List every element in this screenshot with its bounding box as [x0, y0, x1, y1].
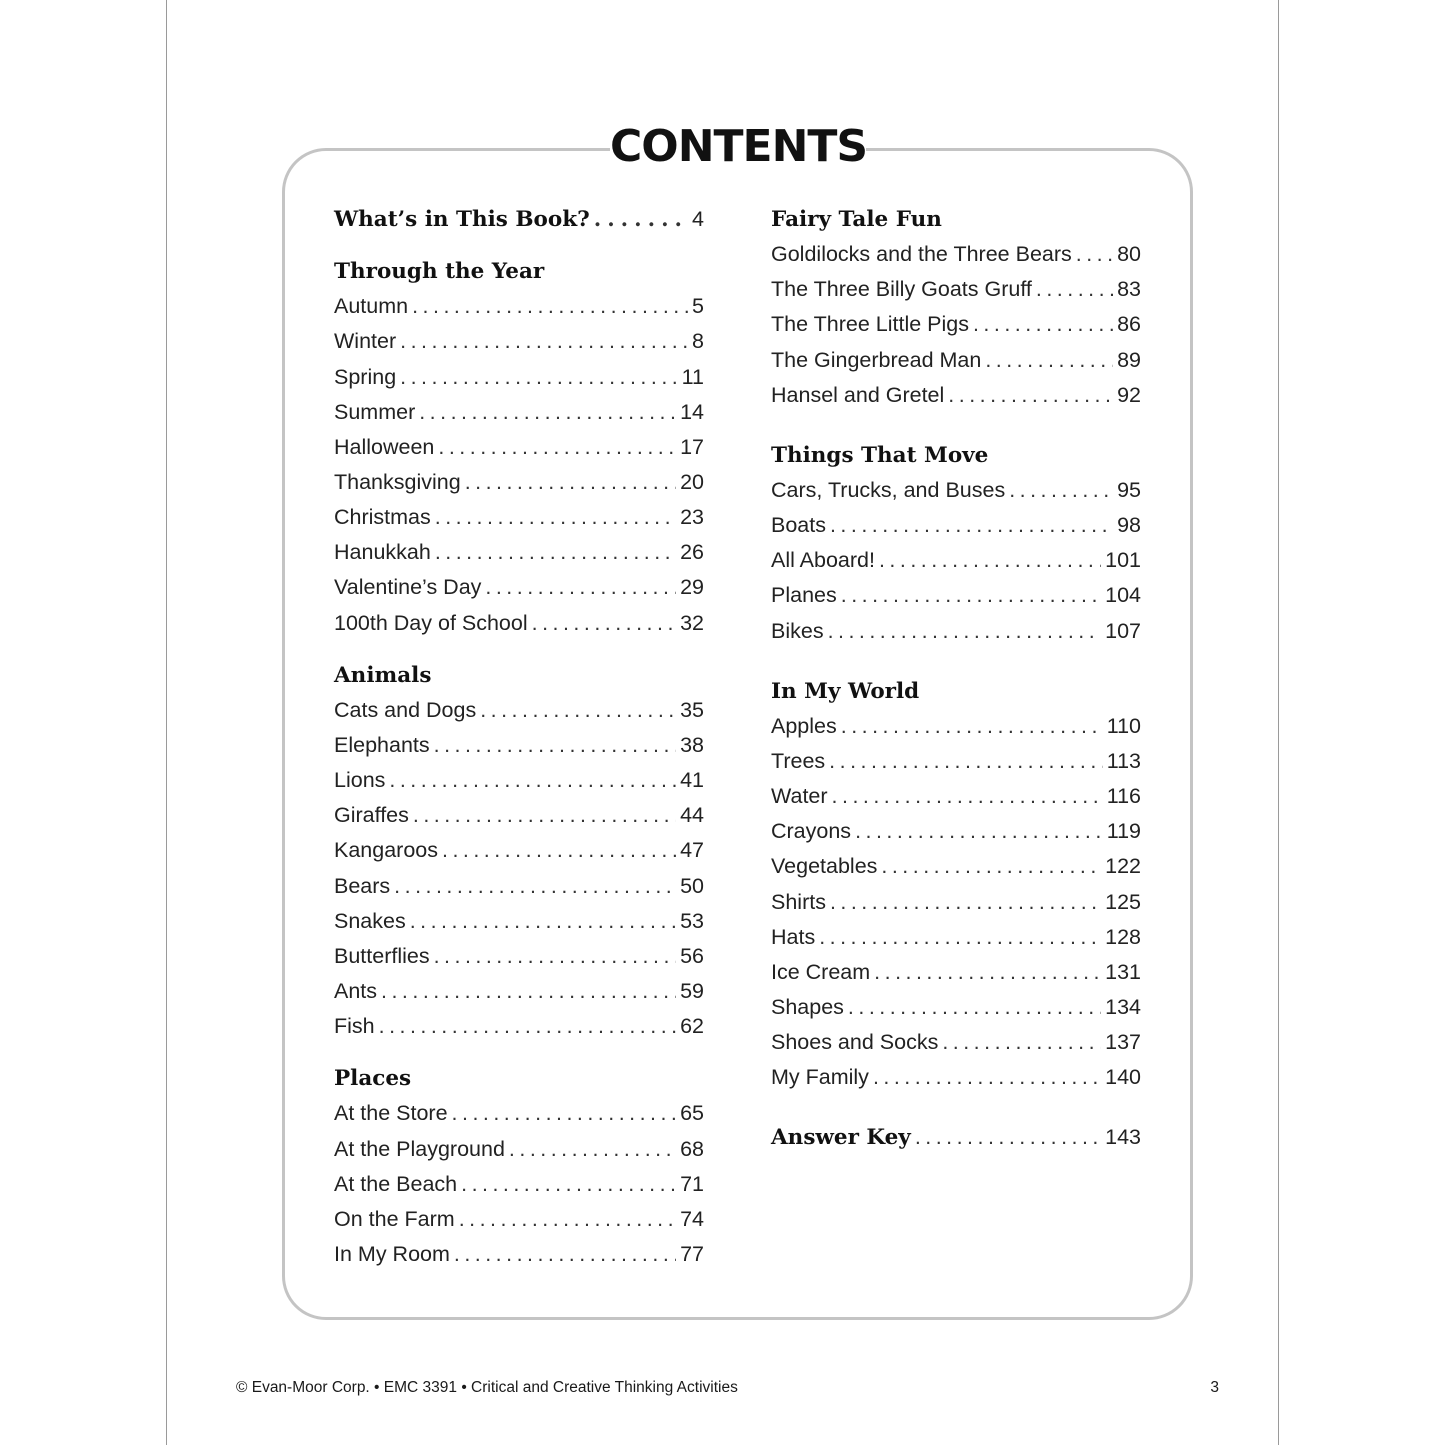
footer-credit: © Evan-Moor Corp. • EMC 3391 • Critical and Creative Thinking Activities [236, 1379, 738, 1396]
toc-entry-label: The Gingerbread Man [771, 347, 982, 372]
toc-entry-page: 11 [681, 364, 704, 389]
dot-leader [379, 1009, 676, 1044]
toc-entry[interactable] [334, 1009, 704, 1044]
toc-entry-label: At the Store [334, 1101, 448, 1126]
toc-entry-page: 89 [1117, 347, 1141, 372]
toc-entry-page: 38 [680, 732, 704, 757]
toc-entry[interactable] [334, 570, 704, 605]
right-trim-line [1278, 0, 1279, 1445]
section-list-in-my-world [771, 709, 1141, 1096]
toc-entry-page: 71 [680, 1171, 704, 1196]
toc-entry-page: 77 [680, 1241, 704, 1266]
toc-entry[interactable] [771, 814, 1141, 849]
toc-entry[interactable] [771, 237, 1141, 272]
dot-leader [881, 849, 1101, 884]
toc-entry[interactable] [334, 289, 704, 324]
toc-entry[interactable] [334, 500, 704, 535]
toc-entry-label: Kangaroos [334, 838, 438, 863]
toc-entry-intro[interactable] [334, 202, 704, 237]
toc-entry-page: 119 [1106, 819, 1141, 844]
toc-entry-page: 80 [1117, 242, 1141, 267]
toc-entry-page: 125 [1105, 889, 1141, 914]
dot-leader [830, 508, 1113, 543]
toc-entry-page: 20 [680, 469, 704, 494]
dot-leader [485, 570, 676, 605]
toc-entry-label: Giraffes [334, 803, 409, 828]
toc-entry[interactable] [334, 1132, 704, 1167]
toc-entry-page: 41 [680, 768, 704, 793]
toc-entry-page: 104 [1105, 583, 1141, 608]
toc-entry-page: 14 [680, 399, 704, 424]
dot-leader [461, 1167, 676, 1202]
toc-entry[interactable] [771, 307, 1141, 342]
dot-leader [509, 1132, 676, 1167]
toc-entry-label: Elephants [334, 732, 430, 757]
toc-entry-page: 29 [680, 575, 704, 600]
toc-entry-label: Ice Cream [771, 959, 871, 984]
dot-leader [459, 1202, 676, 1237]
toc-entry[interactable] [334, 1237, 704, 1272]
dot-leader [1009, 473, 1113, 508]
dot-leader [874, 955, 1101, 990]
toc-entry-label: All Aboard! [771, 548, 875, 573]
dot-leader [855, 814, 1103, 849]
toc-entry-page: 53 [680, 908, 704, 933]
page-title: CONTENTS [610, 116, 866, 178]
toc-entry-page: 110 [1106, 713, 1141, 738]
dot-leader [480, 693, 676, 728]
dot-leader [942, 1025, 1101, 1060]
toc-entry-page: 86 [1117, 312, 1141, 337]
dot-leader [879, 543, 1101, 578]
section-heading-fairy-tale-fun: Fairy Tale Fun [771, 207, 942, 232]
section-list-animals [334, 693, 704, 1044]
toc-entry[interactable] [334, 1167, 704, 1202]
toc-entry-label: Hats [771, 924, 816, 949]
toc-entry[interactable] [334, 360, 704, 395]
section-heading-things-that-move: Things That Move [771, 442, 989, 468]
toc-entry-label: Fish [334, 1014, 375, 1039]
toc-entry[interactable] [771, 473, 1141, 508]
toc-entry-page: 143 [1105, 1125, 1141, 1150]
toc-entry-label: Ants [334, 978, 378, 1003]
toc-entry-label: Summer [334, 399, 416, 424]
dot-leader [434, 728, 676, 763]
toc-entry[interactable] [771, 343, 1141, 378]
dot-leader [381, 974, 676, 1009]
left-trim-line [166, 0, 167, 1445]
dot-leader [452, 1096, 677, 1131]
toc-entry-label: Hansel and Gretel [771, 382, 945, 407]
contents-column-left [334, 202, 704, 1272]
toc-entry-answer-key[interactable] [771, 1120, 1141, 1155]
dot-leader [1076, 237, 1113, 272]
toc-entry-page: 32 [680, 610, 704, 635]
dot-leader [830, 885, 1101, 920]
dot-leader [400, 360, 678, 395]
toc-entry[interactable] [334, 763, 704, 798]
dot-leader [410, 904, 676, 939]
toc-entry-label: Answer Key [771, 1125, 911, 1151]
toc-entry[interactable] [771, 920, 1141, 955]
toc-entry-page: 107 [1105, 618, 1141, 643]
dot-leader [442, 833, 676, 868]
toc-entry-page: 47 [680, 838, 704, 863]
toc-entry-page: 59 [680, 978, 704, 1003]
dot-leader [594, 202, 688, 237]
toc-entry[interactable] [334, 1096, 704, 1131]
dot-leader [412, 289, 688, 324]
toc-entry[interactable] [334, 869, 704, 904]
toc-entry-page: 62 [680, 1014, 704, 1039]
dot-leader [948, 378, 1113, 413]
toc-entry-label: Shapes [771, 994, 844, 1019]
toc-entry-label: Snakes [334, 908, 406, 933]
toc-entry-label: Bikes [771, 618, 824, 643]
toc-entry-label: Christmas [334, 505, 431, 530]
toc-entry-label: Hanukkah [334, 540, 431, 565]
toc-entry-page: 5 [692, 294, 704, 319]
toc-entry-label: In My Room [334, 1241, 450, 1266]
toc-entry[interactable] [771, 272, 1141, 307]
toc-entry-label: Trees [771, 748, 826, 773]
toc-entry[interactable] [334, 430, 704, 465]
dot-leader [819, 920, 1101, 955]
toc-entry-page: 4 [692, 207, 704, 231]
toc-entry-label: Crayons [771, 819, 852, 844]
toc-entry-label: Cats and Dogs [334, 697, 477, 722]
dot-leader [829, 744, 1103, 779]
toc-entry-page: 101 [1105, 548, 1141, 573]
toc-entry[interactable] [771, 543, 1141, 578]
section-list-fairy-tale-fun [771, 237, 1141, 413]
dot-leader [454, 1237, 676, 1272]
toc-entry-page: 92 [1117, 382, 1141, 407]
toc-entry[interactable] [334, 535, 704, 570]
toc-entry-page: 131 [1105, 959, 1141, 984]
toc-entry-label: Vegetables [771, 854, 878, 879]
toc-entry-page: 8 [692, 329, 704, 354]
toc-entry-label: Spring [334, 364, 397, 389]
section-list-things-that-move [771, 473, 1141, 649]
toc-entry-page: 50 [680, 873, 704, 898]
toc-entry[interactable] [334, 693, 704, 728]
toc-entry[interactable] [771, 990, 1141, 1025]
dot-leader [1036, 272, 1113, 307]
page-number: 3 [1210, 1379, 1219, 1396]
toc-entry-page: 74 [680, 1206, 704, 1231]
toc-entry-label: Goldilocks and the Three Bears [771, 242, 1072, 267]
section-heading-through-the-year: Through the Year [334, 259, 545, 285]
dot-leader [435, 535, 676, 570]
toc-entry-label: 100th Day of School [334, 610, 528, 635]
toc-entry-label: The Three Little Pigs [771, 312, 969, 337]
toc-entry-label: Shoes and Socks [771, 1030, 939, 1055]
toc-entry-label: The Three Billy Goats Gruff [771, 277, 1032, 302]
toc-entry-label: Shirts [771, 889, 826, 914]
toc-entry-label: Apples [771, 713, 837, 738]
toc-entry[interactable] [334, 606, 704, 641]
toc-entry[interactable] [334, 728, 704, 763]
dot-leader [413, 798, 676, 833]
toc-entry-label: Bears [334, 873, 391, 898]
toc-entry-page: 23 [680, 505, 704, 530]
dot-leader [532, 606, 676, 641]
toc-entry-page: 134 [1105, 994, 1141, 1019]
toc-entry-page: 35 [680, 697, 704, 722]
dot-leader [848, 990, 1101, 1025]
toc-entry[interactable] [334, 904, 704, 939]
toc-entry[interactable] [771, 578, 1141, 613]
dot-leader [389, 763, 676, 798]
toc-entry-label: At the Playground [334, 1136, 505, 1161]
toc-entry-page: 98 [1117, 513, 1141, 538]
dot-leader [841, 709, 1103, 744]
toc-entry[interactable] [334, 1202, 704, 1237]
toc-entry-page: 122 [1105, 854, 1141, 879]
toc-entry[interactable] [771, 955, 1141, 990]
toc-entry[interactable] [334, 833, 704, 868]
toc-entry[interactable] [334, 395, 704, 430]
dot-leader [419, 395, 676, 430]
toc-entry-label: Winter [334, 329, 397, 354]
toc-entry[interactable] [771, 849, 1141, 884]
toc-entry-label: What’s in This Book? [334, 207, 590, 232]
toc-entry-page: 26 [680, 540, 704, 565]
toc-entry-page: 68 [680, 1136, 704, 1161]
toc-entry-label: Boats [771, 513, 826, 538]
dot-leader [828, 614, 1102, 649]
dot-leader [465, 465, 676, 500]
toc-entry-page: 113 [1106, 748, 1141, 773]
section-heading-places: Places [334, 1066, 412, 1092]
toc-entry[interactable] [771, 744, 1141, 779]
toc-entry-label: Thanksgiving [334, 469, 461, 494]
section-list-places [334, 1096, 704, 1272]
toc-entry[interactable] [334, 324, 704, 359]
dot-leader [435, 500, 676, 535]
dot-leader [841, 578, 1101, 613]
dot-leader [873, 1060, 1101, 1095]
toc-entry[interactable] [771, 378, 1141, 413]
toc-entry-label: Planes [771, 583, 837, 608]
toc-entry[interactable] [771, 1060, 1141, 1095]
dot-leader [915, 1120, 1101, 1155]
toc-entry-page: 17 [680, 434, 704, 459]
toc-entry-label: Autumn [334, 294, 409, 319]
dot-leader [832, 779, 1103, 814]
toc-entry[interactable] [334, 465, 704, 500]
toc-entry[interactable] [771, 885, 1141, 920]
toc-entry[interactable] [771, 709, 1141, 744]
toc-entry-label: At the Beach [334, 1171, 458, 1196]
toc-entry[interactable] [334, 798, 704, 833]
toc-entry-label: Cars, Trucks, and Buses [771, 477, 1006, 502]
toc-entry-label: Butterflies [334, 943, 430, 968]
toc-entry-page: 128 [1105, 924, 1141, 949]
toc-entry[interactable] [771, 1025, 1141, 1060]
toc-entry[interactable] [334, 939, 704, 974]
dot-leader [400, 324, 688, 359]
contents-column-right [771, 202, 1141, 1156]
toc-entry-label: On the Farm [334, 1206, 455, 1231]
toc-entry-page: 83 [1117, 277, 1141, 302]
dot-leader [973, 307, 1113, 342]
toc-entry[interactable] [771, 508, 1141, 543]
toc-entry[interactable] [771, 779, 1141, 814]
toc-entry-page: 65 [680, 1101, 704, 1126]
toc-entry-label: Valentine’s Day [334, 575, 482, 600]
toc-entry[interactable] [334, 974, 704, 1009]
toc-entry-label: Lions [334, 768, 386, 793]
section-heading-in-my-world: In My World [771, 678, 920, 704]
toc-entry-page: 140 [1105, 1065, 1141, 1090]
toc-entry-page: 56 [680, 943, 704, 968]
section-list-through-the-year [334, 289, 704, 640]
toc-entry-page: 44 [680, 803, 704, 828]
toc-entry-page: 137 [1105, 1030, 1141, 1055]
toc-entry-label: Water [771, 784, 828, 809]
toc-entry-label: Halloween [334, 434, 435, 459]
toc-entry-page: 95 [1117, 477, 1141, 502]
dot-leader [438, 430, 676, 465]
dot-leader [434, 939, 676, 974]
toc-entry-page: 116 [1106, 784, 1141, 809]
dot-leader [394, 869, 676, 904]
toc-entry-label: My Family [771, 1065, 869, 1090]
toc-entry[interactable] [771, 614, 1141, 649]
dot-leader [985, 343, 1113, 378]
section-heading-animals: Animals [334, 662, 432, 688]
